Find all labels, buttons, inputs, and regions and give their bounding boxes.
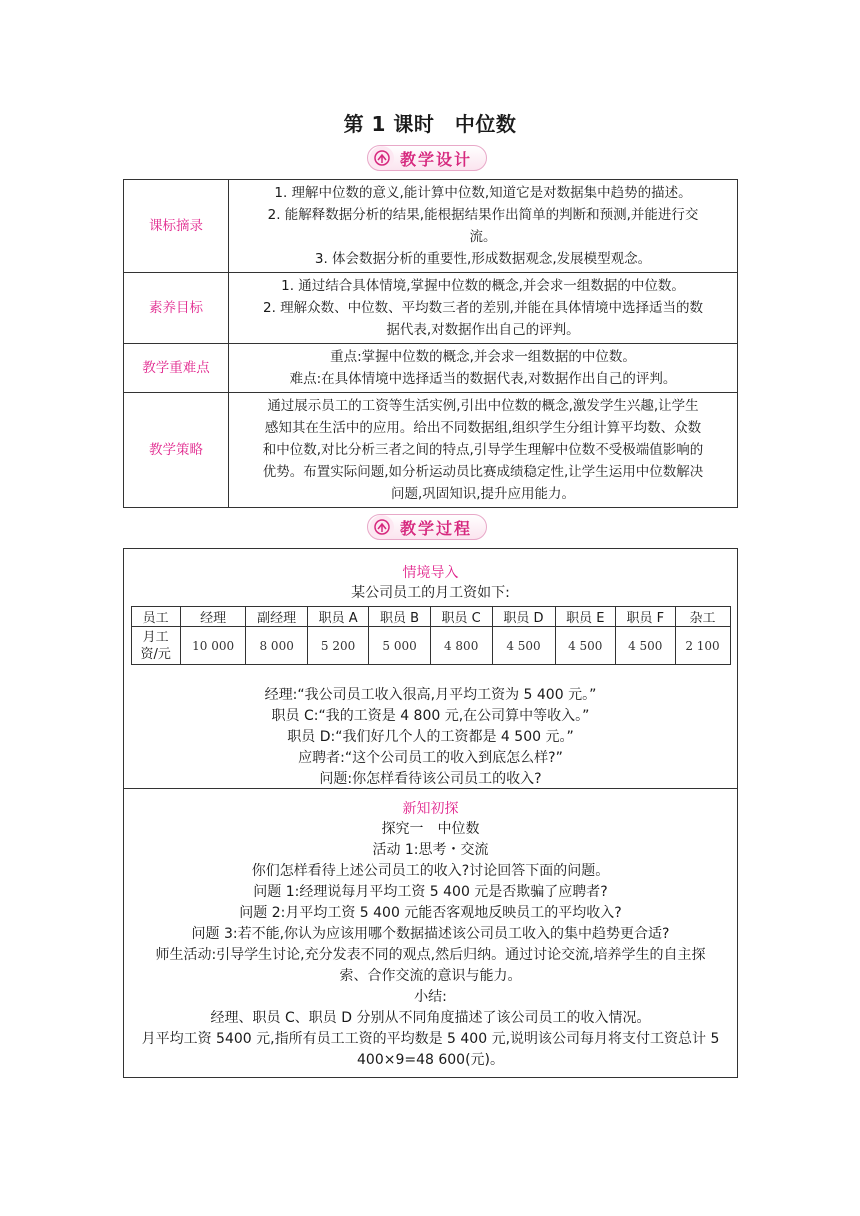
table-intro: 某公司员工的月工资如下: — [351, 585, 510, 601]
new-knowledge-section — [124, 789, 737, 1077]
teaching-design-table — [123, 179, 738, 508]
content-line: 问题 1:经理说每月平均工资 5 400 元是否欺骗了应聘者? — [253, 884, 608, 900]
value-cell: 5 000 — [369, 627, 430, 665]
value-cell: 10 000 — [180, 627, 246, 665]
section-title: 情境导入 — [402, 565, 459, 581]
page-title: 第 1 课时 中位数 — [343, 112, 517, 136]
content-line: 优势。布置实际问题,如分析运动员比赛成绩稳定性,让学生运用中位数解决 — [262, 464, 704, 480]
content-line: 通过展示员工的工资等生活实例,引出中位数的概念,激发学生兴趣,让学生 — [267, 398, 699, 414]
content-line: 活动 1:思考・交流 — [372, 842, 489, 858]
header-cell: 职员 D — [492, 607, 555, 627]
value-cell: 8 000 — [246, 627, 307, 665]
table-header-row — [131, 607, 730, 627]
teaching-process-badge — [367, 514, 487, 540]
header-cell: 职员 E — [555, 607, 616, 627]
content-line: 索、合作交流的意识与能力。 — [339, 968, 522, 984]
badge-label: 教学过程 — [400, 518, 473, 538]
quote-line: 应聘者:“这个公司员工的收入到底怎么样?” — [298, 750, 563, 766]
content-line: 重点:掌握中位数的概念,并会求一组数据的中位数。 — [330, 349, 636, 365]
content-line: 师生活动:引导学生讨论,充分发表不同的观点,然后归纳。通过讨论交流,培养学生的自主探 — [155, 947, 706, 963]
content-line: 经理、职员 C、职员 D 分别从不同角度描述了该公司员工的收入情况。 — [210, 1010, 651, 1026]
row-label: 教学重难点 — [124, 344, 229, 393]
row-label: 教学策略 — [124, 393, 229, 508]
header-cell: 副经理 — [246, 607, 307, 627]
content-line: 小结: — [414, 989, 447, 1005]
content-line: 1. 理解中位数的意义,能计算中位数,知道它是对数据集中趋势的描述。 — [274, 185, 692, 201]
book-icon — [370, 515, 394, 539]
value-cell: 4 500 — [555, 627, 616, 665]
content-line: 2. 理解众数、中位数、平均数三者的差别,并能在具体情境中选择适当的数 — [263, 300, 703, 316]
header-cell: 经理 — [180, 607, 246, 627]
row-label: 素养目标 — [124, 273, 229, 344]
header-cell: 职员 C — [430, 607, 492, 627]
content-line: 探究一 中位数 — [381, 821, 480, 837]
teaching-process-box — [123, 548, 738, 1078]
quotes-block — [124, 685, 737, 790]
content-line: 你们怎样看待上述公司员工的收入?讨论回答下面的问题。 — [251, 863, 610, 879]
quote-line: 职员 D:“我们好几个人的工资都是 4 500 元。” — [287, 729, 574, 745]
header-cell: 职员 A — [307, 607, 368, 627]
value-cell: 2 100 — [675, 627, 730, 665]
content-line: 难点:在具体情境中选择适当的数据代表,对数据作出自己的评判。 — [289, 371, 677, 387]
row-label: 月工 资/元 — [140, 629, 171, 662]
value-cell: 5 200 — [307, 627, 368, 665]
content-line: 问题,巩固知识,提升应用能力。 — [390, 486, 576, 502]
teaching-design-badge — [367, 145, 487, 171]
row-content — [229, 344, 738, 393]
content-line: 问题 3:若不能,你认为应该用哪个数据描述该公司员工收入的集中趋势更合适? — [191, 926, 670, 942]
content-line: 1. 通过结合具体情境,掌握中位数的概念,并会求一组数据的中位数。 — [281, 278, 685, 294]
content-line: 400×9=48 600(元)。 — [357, 1052, 504, 1068]
value-cell: 4 500 — [616, 627, 675, 665]
header-cell: 职员 B — [369, 607, 430, 627]
row-content — [229, 180, 738, 273]
quote-line: 经理:“我公司员工收入很高,月平均工资为 5 400 元。” — [264, 687, 597, 703]
wage-table — [131, 606, 731, 665]
section-title: 新知初探 — [402, 801, 459, 817]
value-cell: 4 500 — [492, 627, 555, 665]
row-label: 课标摘录 — [124, 180, 229, 273]
row-content — [229, 393, 738, 508]
situation-section — [124, 549, 737, 789]
row-label-cell — [131, 627, 180, 665]
content-line: 月平均工资 5400 元,指所有员工工资的平均数是 5 400 元,说明该公司每月将支付工资总计 5 — [141, 1031, 720, 1047]
badge-label: 教学设计 — [400, 149, 473, 169]
content-line: 问题 2:月平均工资 5 400 元能否客观地反映员工的平均收入? — [239, 905, 622, 921]
content-line: 2. 能解释数据分析的结果,能根据结果作出简单的判断和预测,并能进行交 — [267, 207, 699, 223]
table-row — [124, 180, 738, 273]
header-cell: 员工 — [131, 607, 180, 627]
header-cell: 杂工 — [675, 607, 730, 627]
table-row — [124, 393, 738, 508]
content-line: 感知其在生活中的应用。给出不同数据组,组织学生分组计算平均数、众数 — [264, 420, 702, 436]
quote-line: 问题:你怎样看待该公司员工的收入? — [319, 771, 542, 787]
row-content — [229, 273, 738, 344]
value-cell: 4 800 — [430, 627, 492, 665]
table-row — [124, 273, 738, 344]
table-row — [131, 627, 730, 665]
content-line: 和中位数,对比分析三者之间的特点,引导学生理解中位数不受极端值影响的 — [262, 442, 704, 458]
quote-line: 职员 C:“我的工资是 4 800 元,在公司算中等收入。” — [271, 708, 590, 724]
content-line: 据代表,对数据作出自己的评判。 — [386, 322, 580, 338]
book-icon — [370, 146, 394, 170]
content-line: 3. 体会数据分析的重要性,形成数据观念,发展模型观念。 — [314, 251, 652, 267]
header-cell: 职员 F — [616, 607, 675, 627]
table-row — [124, 344, 738, 393]
content-line: 流。 — [469, 229, 497, 245]
